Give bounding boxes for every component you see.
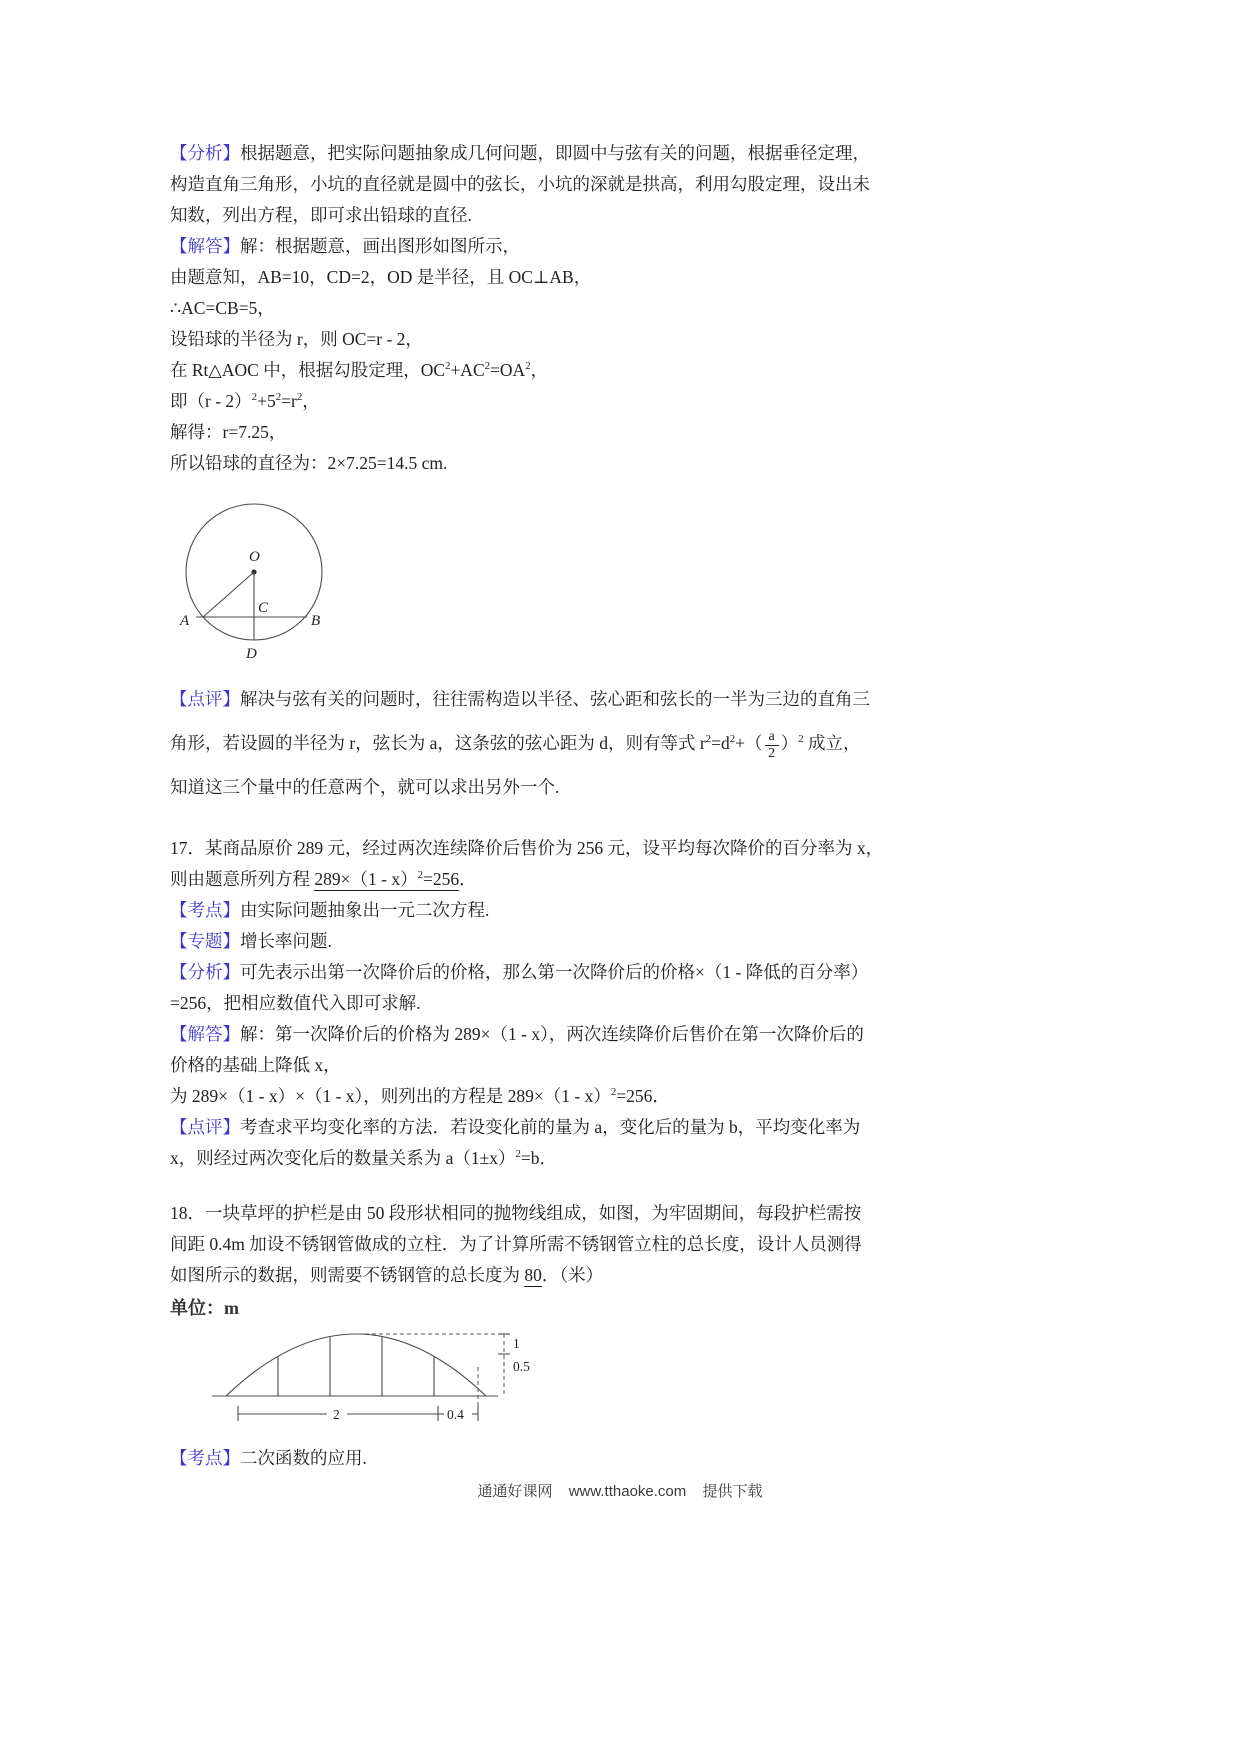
zhuanti-label: 【专题】	[170, 931, 240, 951]
circle-diagram	[170, 493, 355, 667]
q18-answer: 80	[524, 1265, 542, 1285]
solution-line	[170, 231, 1070, 262]
problem16-solution-block	[170, 231, 1070, 479]
point-label-o: O	[249, 549, 260, 565]
problem16-comment-block	[170, 677, 1070, 809]
dianping-text: 考查求平均变化率的方法．若设变化前的量为 a，变化后的量为 b，平均变化率为	[240, 1117, 861, 1137]
comment-line: 角形，若设圆的半径为 r，弦长为 a，这条弦的弦心距为 d，则有等式 $r^2=d^2+$（ $\frac{a}{2}$ ）$^2$ 成立，	[170, 729, 861, 761]
dianping-label: 【点评】	[170, 1117, 240, 1137]
radius-oa	[203, 572, 254, 617]
point-label-a: A	[180, 613, 190, 629]
q18-kaodian-line	[170, 1443, 1070, 1474]
kaodian-label: 【考点】	[170, 1448, 240, 1468]
q17-dianping-line	[170, 1112, 1070, 1143]
q17-statement-line	[170, 864, 1070, 895]
comment-line	[170, 677, 1070, 721]
problem16-analysis-block	[170, 138, 1070, 231]
page-footer	[0, 1480, 1240, 1501]
fenxi-text: 可先表示出第一次降价后的价格，那么第一次降价后的价格×（1 - 降低的百分率）	[240, 962, 869, 982]
q17-answer-equation: 289×（1 - x）$^2$=256	[314, 869, 460, 889]
solution-line: 设铅球的半径为 r，则 OC=r - 2，	[170, 329, 423, 349]
fenxi-label: 【分析】	[170, 962, 240, 982]
analysis-text: 根据题意，把实际问题抽象成几何问题，即圆中与弦有关的问题，根据垂径定理，	[240, 143, 870, 163]
solution-label: 【解答】	[170, 236, 240, 256]
q17-kaodian-line	[170, 895, 1070, 926]
dim-span-small: 0.4	[447, 1407, 464, 1422]
q17-zhuanti-line	[170, 926, 1070, 957]
q17-eq-pre: 则由题意所列方程	[170, 869, 315, 889]
q17-eq-post: ．	[459, 869, 477, 889]
unit-label: 单位：m	[170, 1298, 239, 1318]
jieda-text: 解：第一次降价后的价格为 289×（1 - x），两次连续降价后售价在第一次降价后的	[240, 1024, 864, 1044]
analysis-line: 知数，列出方程，即可求出铅球的直径.	[170, 205, 472, 225]
solution-line: 即$(r - 2)^2+5^2=r^2$，	[170, 391, 320, 411]
q17-fenxi-line: =256，把相应数值代入即可求解.	[170, 993, 421, 1013]
solution-line: 解得：r=7.25，	[170, 422, 287, 442]
kaodian-text: 二次函数的应用.	[240, 1448, 367, 1468]
solution-line: 所以铅球的直径为：2×7.25=14.5 cm.	[170, 453, 448, 473]
q18-post: ．（米）	[541, 1265, 604, 1285]
spacer	[170, 1174, 1070, 1198]
kaodian-text: 由实际问题抽象出一元二次方程.	[240, 900, 490, 920]
solution-line: 在 Rt△AOC 中，根据勾股定理，$OC^2+AC^2=OA^2$，	[170, 360, 549, 380]
analysis-line: 构造直角三角形，小坑的直径就是圆中的弦长，小坑的深就是拱高，利用勾股定理，设出未	[170, 174, 870, 194]
q18-pre: 如图所示的数据，则需要不锈钢管的总长度为	[170, 1265, 525, 1285]
q18-statement-line: 间距 0.4m 加设不锈钢管做成的立柱．为了计算所需不锈钢管立柱的总长度，设计人员测得	[170, 1234, 862, 1254]
q17-statement-line: 17．某商品原价 289 元，经过两次连续降价后售价为 256 元，设平均每次降价的百分率为 x，	[170, 838, 884, 858]
footer-url: www.tthaoke.com	[568, 1483, 687, 1500]
analysis-line	[170, 138, 1070, 169]
q18-statement-line	[170, 1260, 1070, 1291]
kaodian-label: 【考点】	[170, 900, 240, 920]
point-label-b: B	[311, 613, 321, 629]
solution-text: 解：根据题意，画出图形如图所示，	[240, 236, 520, 256]
q17-jieda-line	[170, 1019, 1070, 1050]
problem18-block	[170, 1198, 1070, 1474]
q18-statement-line: 18．一块草坪的护栏是由 50 段形状相同的抛物线组成，如图，为牢固期间，每段护栏需按	[170, 1203, 862, 1223]
footer-site-name: 通通好课网	[477, 1483, 553, 1500]
q17-jieda-line: 价格的基础上降低 x，	[170, 1055, 341, 1075]
footer-suffix: 提供下载	[702, 1483, 763, 1500]
parabola-diagram	[186, 1321, 546, 1435]
comment-label: 【点评】	[170, 689, 240, 709]
dim-span-main: 2	[333, 1407, 340, 1422]
q17-fenxi-line	[170, 957, 1070, 988]
point-label-c: C	[258, 600, 269, 616]
solution-line: 由题意知，AB=10，CD=2，OD 是半径，且 OC⊥AB，	[170, 267, 592, 287]
spacer	[170, 809, 1070, 833]
zhuanti-text: 增长率问题.	[240, 931, 332, 951]
problem17-block	[170, 833, 1070, 1174]
point-label-d: D	[246, 646, 257, 662]
solution-line: ∴AC=CB=5，	[170, 298, 275, 318]
parabola-arc	[226, 1334, 486, 1396]
jieda-label: 【解答】	[170, 1024, 240, 1044]
analysis-label: 【分析】	[170, 143, 240, 163]
q17-jieda-line: 为 289×（1 - x）×（1 - x），则列出的方程是 289×（1 - x）$^2$=256．	[170, 1086, 670, 1106]
q17-dianping-line: x，则经过两次变化后的数量关系为 $a(1\pm x)^2=b$．	[170, 1148, 558, 1168]
dim-height-full: 1	[513, 1336, 520, 1351]
dim-height-half: 0.5	[513, 1359, 530, 1374]
comment-line: 知道这三个量中的任意两个，就可以求出另外一个.	[170, 777, 560, 797]
comment-text: 解决与弦有关的问题时，往往需构造以半径、弦心距和弦长的一半为三边的直角三	[240, 689, 870, 709]
